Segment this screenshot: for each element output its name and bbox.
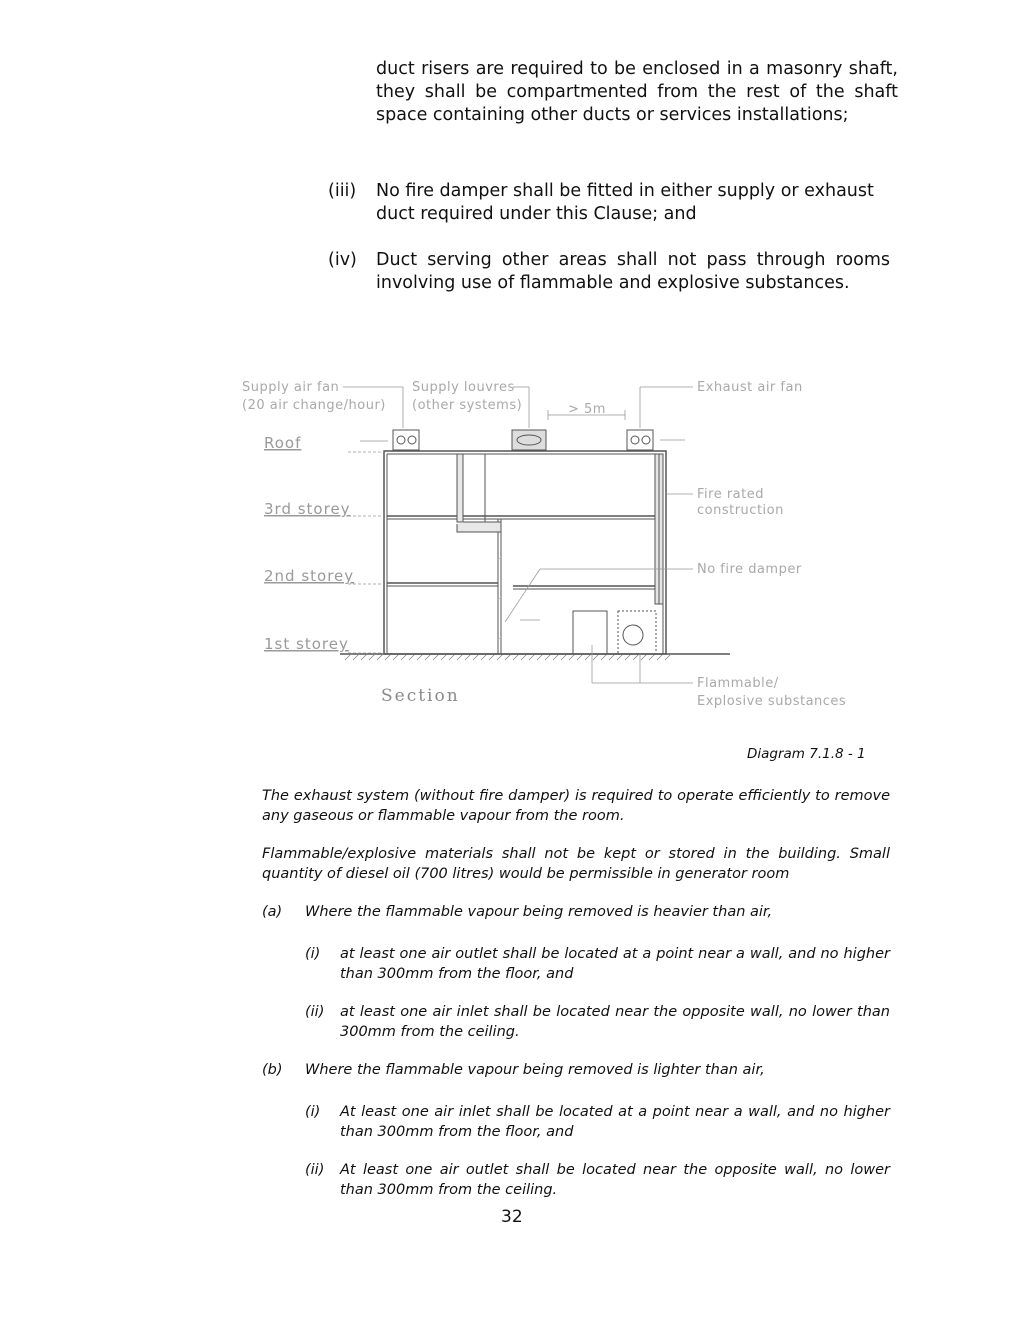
fire-rated-construction-label: construction — [697, 503, 784, 518]
explosive-substances-label: Explosive substances — [697, 694, 847, 709]
exhaust-fan-label: Exhaust air fan — [697, 380, 803, 395]
case-b-item-text-ii: At least one air outlet shall be located near the opposite wall, no lower than 300mm from the ceiling. — [340, 1162, 890, 1198]
case-number-b: (b) — [262, 1062, 283, 1078]
clause-text-iv: Duct serving other areas shall not pass through rooms involving use of flammable and explosive substances. — [376, 250, 890, 293]
case-a-item-number-i: (i) — [305, 946, 321, 962]
fire-rated-label: Fire rated — [697, 487, 764, 502]
case-a-item-text-ii: at least one air inlet shall be located near the opposite wall, no lower than 300mm from the ceiling. — [340, 1004, 890, 1040]
case-a-item-number-ii: (ii) — [305, 1004, 325, 1020]
third-storey-label: 3rd storey — [264, 500, 351, 518]
no-fire-damper-label: No fire damper — [697, 562, 802, 577]
case-b-item-number-i: (i) — [305, 1104, 321, 1120]
continued-paragraph: duct risers are required to be enclosed in a masonry shaft, they shall be compartmented from the rest of the shaft space containing other ducts or services installations; — [376, 59, 898, 125]
case-text-b: Where the flammable vapour being removed is lighter than air, — [305, 1062, 765, 1078]
supply-louvres-note: (other systems) — [412, 398, 523, 413]
case-b-item-text-i: At least one air inlet shall be located at a point near a wall, and no higher than 300mm from the floor, and — [340, 1104, 890, 1140]
clause-text-iii: No fire damper shall be fitted in either supply or exhaust duct required under this Clause; and — [376, 181, 874, 224]
case-b-item-number-ii: (ii) — [305, 1162, 325, 1178]
case-a-item-text-i: at least one air outlet shall be located at a point near a wall, and no higher than 300mm from the floor, and — [340, 946, 890, 982]
roof-label: Roof — [264, 434, 302, 452]
clause-number-iv: (iv) — [328, 250, 357, 270]
note-flammable-materials: Flammable/explosive materials shall not be kept or stored in the building. Small quantity of diesel oil (700 litres) would be permissible in generator room — [262, 846, 890, 882]
section-title: Section — [381, 686, 460, 706]
supply-louvres-label: Supply louvres — [412, 380, 515, 395]
case-number-a: (a) — [262, 904, 283, 920]
second-storey-label: 2nd storey — [264, 567, 355, 585]
page-number: 32 — [501, 1207, 523, 1227]
first-storey-label: 1st storey — [264, 635, 349, 653]
diagram-caption: Diagram 7.1.8 - 1 — [747, 746, 866, 762]
case-text-a: Where the flammable vapour being removed is heavier than air, — [305, 904, 773, 920]
note-exhaust-system: The exhaust system (without fire damper) is required to operate efficiently to remove any gaseous or flammable vapour from the room. — [262, 788, 890, 824]
distance-label: > 5m — [568, 402, 606, 417]
supply-fan-label: Supply air fan — [242, 380, 340, 395]
flammable-label: Flammable/ — [697, 676, 779, 691]
supply-fan-rate-label: (20 air change/hour) — [242, 398, 386, 413]
clause-number-iii: (iii) — [328, 181, 357, 201]
